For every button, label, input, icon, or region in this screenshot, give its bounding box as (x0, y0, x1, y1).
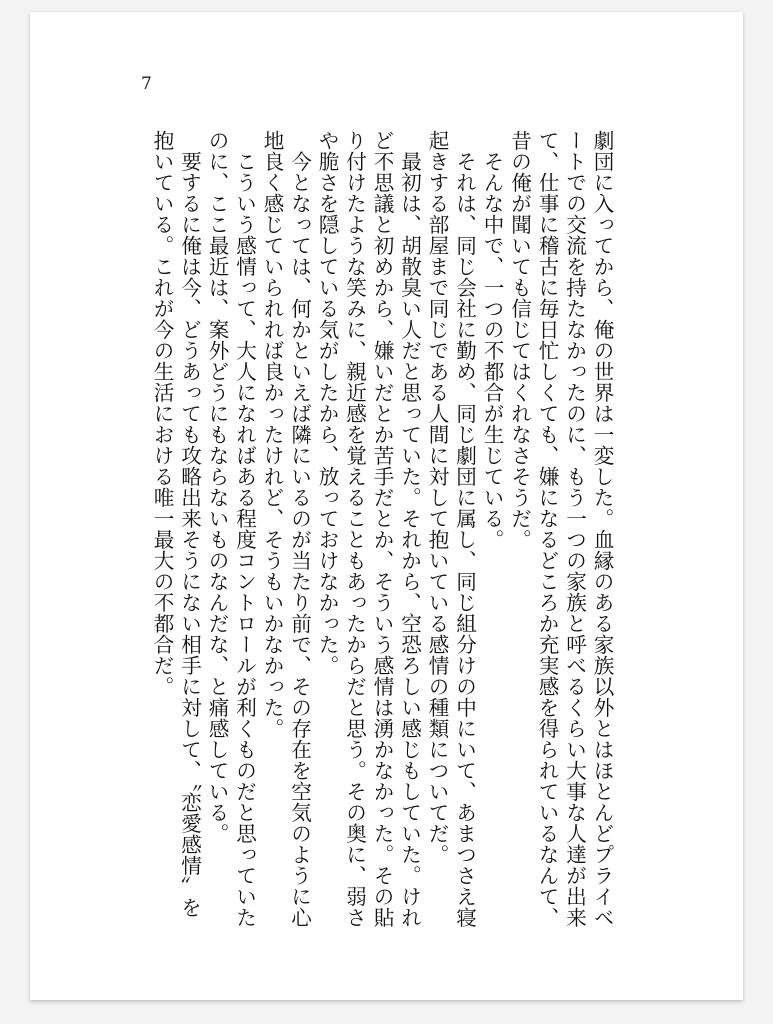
paragraph-1: 劇団に入ってから、俺の世界は一変した。血縁のある家族以外とはほとんどプライベートでの交流を持たなかったのに、もう一つの家族と呼べるくらい大事な人達が出来て、仕事に稽古に毎日忙しくても、嫌になるどころか充実感を得られているなんて、昔の俺が聞いても信じてはくれなさそうだ。 (507, 130, 614, 928)
body-text (133, 130, 615, 930)
paragraph-6: こういう感情って、大人になればある程度コントロールが利くものだと思っていたのに、ここ最近は、案外どうにもならないものなんだな、と痛感している。 (205, 130, 257, 928)
paragraph-7: 要するに俺は今、どうあっても攻略出来そうにない相手に対して、〝恋愛感情〟を抱いている。これが今の生活における唯一最大の不都合だ。 (150, 130, 202, 918)
paragraph-2: そんな中で、一つの不都合が生じている。 (480, 150, 504, 550)
book-page (30, 12, 743, 1000)
paragraph-3: それは、同じ会社に勤め、同じ劇団に属し、同じ組分けの中にいて、あまつさえ寝起きする部屋まで同じである人間に対して抱いている感情の種類についてだ。 (425, 130, 477, 928)
paragraph-4: 最初は、胡散臭い人だと思っていた。それから、空恐ろしい感じもしていた。けれど不思議と初めから、嫌いだとか苦手だとか、そういう感情は湧かなかった。その貼り付けたような笑みに、親近感を覚えることもあったからだと思う。その奥に、弱さや脆さを隠している気がしたから、放っておけなかった。 (315, 130, 422, 928)
paragraph-5: 今となっては、何かといえば隣にいるのが当たり前で、その存在を空気のように心地良く感じていられれば良かったけれど、そうもいかなかった。 (260, 130, 312, 928)
page-number: 7 (141, 74, 152, 94)
